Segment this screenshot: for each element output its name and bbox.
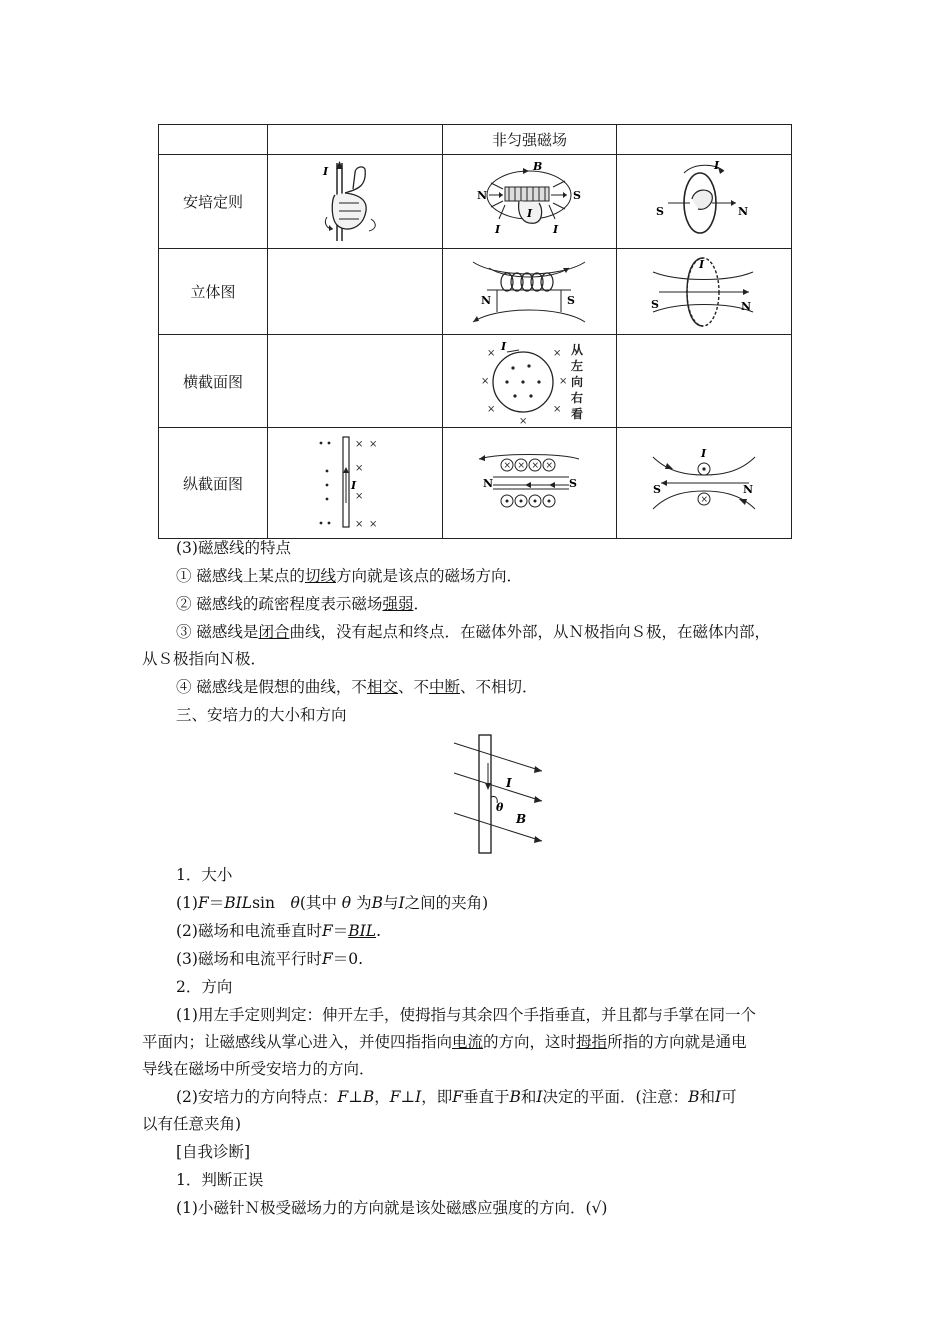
svg-text:N: N bbox=[477, 188, 488, 202]
var-i: I bbox=[415, 1088, 422, 1106]
svg-text:×: × bbox=[354, 491, 364, 502]
text: 可 bbox=[721, 1088, 737, 1106]
text: 、不相切． bbox=[459, 678, 538, 696]
text: 和 bbox=[699, 1088, 715, 1106]
svg-text:S: S bbox=[567, 293, 576, 307]
paragraph bbox=[176, 562, 522, 590]
svg-text:I: I bbox=[350, 479, 356, 492]
svg-text:S: S bbox=[573, 188, 582, 202]
svg-text:I: I bbox=[506, 776, 512, 790]
svg-text:×: × bbox=[487, 348, 496, 359]
magnetic-field-table bbox=[158, 124, 792, 539]
svg-text:×: × bbox=[487, 404, 496, 415]
text: ⊥ bbox=[348, 1088, 363, 1106]
var-i: I bbox=[714, 1088, 722, 1106]
svg-text:右: 右 bbox=[571, 391, 584, 405]
straight-wire-hand-figure bbox=[315, 159, 395, 245]
text: 曲线，没有起点和终点．在磁体外部，从Ｎ极指向Ｓ极，在磁体内部， bbox=[289, 623, 770, 641]
table-header-row bbox=[159, 125, 792, 155]
text: 方向就是该点的磁场方向． bbox=[335, 567, 522, 585]
text: 平面内；让磁感线从掌心进入，并使四指指向 bbox=[142, 1033, 453, 1051]
svg-text:I: I bbox=[322, 164, 328, 178]
svg-text:I: I bbox=[701, 447, 707, 460]
self-check-title: [自我诊断] bbox=[176, 1143, 251, 1161]
text: 垂直于 bbox=[462, 1088, 510, 1106]
text: ① 磁感线上某点的 bbox=[176, 567, 305, 585]
row-label: 安培定则 bbox=[159, 155, 268, 249]
underlined-answer: BIL bbox=[348, 922, 377, 940]
underlined-answer: 切线 bbox=[304, 567, 336, 585]
table-row bbox=[159, 155, 792, 249]
underlined-answer: 拇指 bbox=[576, 1033, 608, 1051]
solenoid-cross-section-cell bbox=[442, 335, 617, 428]
var-f: F bbox=[197, 894, 209, 912]
section-title: 三、安培力的大小和方向 bbox=[176, 706, 347, 724]
svg-text:S: S bbox=[569, 477, 578, 490]
svg-text:I: I bbox=[553, 222, 559, 236]
svg-text:看: 看 bbox=[571, 407, 584, 421]
header-cell bbox=[268, 125, 443, 155]
underlined-answer: 中断 bbox=[428, 678, 460, 696]
text: ＝0. bbox=[332, 950, 364, 968]
var-f: F bbox=[452, 1088, 463, 1106]
subsection-title: 1．大小 bbox=[176, 866, 233, 884]
header-cell bbox=[159, 125, 268, 155]
svg-text:×: × bbox=[531, 461, 540, 471]
text: (其中 bbox=[299, 894, 342, 912]
svg-text:B: B bbox=[516, 812, 527, 826]
svg-text:×: × bbox=[481, 376, 490, 387]
svg-text:向: 向 bbox=[571, 375, 584, 389]
header-nonuniform-field: 非匀强磁场 bbox=[442, 125, 617, 155]
svg-text:I: I bbox=[501, 340, 507, 353]
svg-text:×: × bbox=[553, 404, 562, 415]
svg-text:×: × bbox=[559, 376, 568, 387]
var-b: B bbox=[688, 1088, 700, 1106]
empty-cell bbox=[268, 249, 443, 335]
loop-3d-cell bbox=[617, 249, 792, 335]
subsection-title: 1．判断正误 bbox=[176, 1171, 264, 1189]
var-b: B bbox=[362, 1088, 375, 1106]
svg-text:×: × bbox=[354, 519, 364, 530]
svg-text:N: N bbox=[741, 299, 752, 313]
svg-text:N: N bbox=[481, 293, 492, 307]
loop-section-figure bbox=[649, 443, 759, 523]
var-i: I bbox=[398, 894, 405, 912]
svg-text:I: I bbox=[699, 257, 705, 271]
straight-wire-rule-cell bbox=[268, 155, 443, 249]
table-row bbox=[159, 335, 792, 428]
svg-text:从: 从 bbox=[571, 343, 584, 357]
loop-rule-cell bbox=[617, 155, 792, 249]
var-f: F bbox=[321, 922, 333, 940]
var-b: B bbox=[371, 894, 383, 912]
svg-text:I: I bbox=[495, 222, 501, 236]
var-f: F bbox=[337, 1088, 349, 1106]
paragraph-continuation: 从Ｓ极指向Ｎ极． bbox=[142, 650, 267, 668]
loop-hand-figure bbox=[654, 159, 754, 245]
straight-wire-section-cell bbox=[268, 428, 443, 539]
underlined-answer: 电流 bbox=[452, 1033, 484, 1051]
text: sin bbox=[252, 894, 291, 912]
text: (1) bbox=[176, 894, 198, 912]
underlined-answer: 相交 bbox=[366, 678, 398, 696]
solenoid-hand-figure bbox=[469, 159, 589, 245]
svg-text:S: S bbox=[651, 297, 660, 311]
text: ＝ bbox=[208, 894, 225, 912]
svg-text:B: B bbox=[533, 159, 543, 173]
var-i: I bbox=[536, 1088, 543, 1106]
svg-text:×: × bbox=[503, 461, 512, 471]
text: (2)磁场和电流垂直时 bbox=[176, 922, 322, 940]
text: 所指的方向就是通电 bbox=[607, 1033, 747, 1051]
solenoid-3d-figure bbox=[467, 252, 591, 332]
text: ． bbox=[413, 595, 429, 613]
paragraph bbox=[176, 590, 429, 618]
svg-text:×: × bbox=[519, 416, 528, 424]
paragraph-continuation: 导线在磁场中所受安培力的方向． bbox=[142, 1060, 375, 1078]
text: 和 bbox=[520, 1088, 537, 1106]
formula-line bbox=[176, 917, 381, 945]
solenoid-rule-cell bbox=[442, 155, 617, 249]
var-f: F bbox=[389, 1088, 401, 1106]
svg-text:×: × bbox=[354, 439, 364, 450]
straight-wire-section-figure bbox=[315, 433, 395, 533]
text: ⊥ bbox=[400, 1088, 416, 1106]
formula-line bbox=[176, 945, 363, 973]
row-label: 横截面图 bbox=[159, 335, 268, 428]
paragraph bbox=[176, 1083, 737, 1111]
var-b: B bbox=[509, 1088, 521, 1106]
text: 、不 bbox=[397, 678, 429, 696]
paragraph bbox=[176, 673, 538, 701]
section-3-title: (3)磁感线的特点 bbox=[176, 539, 291, 557]
text: ② 磁感线的疏密程度表示磁场 bbox=[176, 595, 383, 613]
solenoid-section-cell bbox=[442, 428, 617, 539]
svg-text:×: × bbox=[700, 495, 709, 505]
svg-text:×: × bbox=[354, 463, 364, 474]
text: 之间的夹角) bbox=[404, 894, 489, 912]
svg-text:S: S bbox=[656, 204, 665, 218]
header-cell bbox=[617, 125, 792, 155]
underlined-answer: 强弱 bbox=[382, 595, 414, 613]
text: ④ 磁感线是假想的曲线，不 bbox=[176, 678, 367, 696]
svg-text:S: S bbox=[653, 483, 662, 496]
svg-text:I: I bbox=[527, 206, 533, 220]
formula-line bbox=[176, 889, 488, 917]
text: 决定的平面．(注意： bbox=[542, 1088, 689, 1106]
var-f: F bbox=[321, 950, 333, 968]
text: 的方向，这时 bbox=[483, 1033, 577, 1051]
svg-text:N: N bbox=[483, 477, 494, 490]
paragraph-continuation: 以有任意夹角) bbox=[142, 1115, 242, 1133]
text: ，即 bbox=[421, 1088, 453, 1106]
text: 与 bbox=[382, 894, 399, 912]
underlined-answer: 闭合 bbox=[258, 623, 290, 641]
empty-cell bbox=[268, 335, 443, 428]
loop-section-cell bbox=[617, 428, 792, 539]
text: ③ 磁感线是 bbox=[176, 623, 259, 641]
solenoid-cross-section-figure bbox=[467, 338, 591, 424]
table-row bbox=[159, 249, 792, 335]
row-label: 纵截面图 bbox=[159, 428, 268, 539]
svg-text:×: × bbox=[368, 439, 378, 450]
table-row bbox=[159, 428, 792, 539]
true-false-item: (1)小磁针Ｎ极受磁场力的方向就是该处磁感应强度的方向．(√) bbox=[176, 1199, 608, 1217]
svg-text:N: N bbox=[743, 483, 754, 496]
text: (2)安培力的方向特点： bbox=[176, 1088, 338, 1106]
text: ＝ bbox=[332, 922, 349, 940]
text: . bbox=[376, 922, 381, 940]
paragraph: (1)用左手定则判定：伸开左手，使拇指与其余四个手指垂直，并且都与手掌在同一个 bbox=[176, 1006, 756, 1024]
text: ， bbox=[374, 1088, 390, 1106]
text: 为 bbox=[351, 894, 372, 912]
svg-text:×: × bbox=[553, 348, 562, 359]
svg-text:×: × bbox=[545, 461, 554, 471]
svg-text:×: × bbox=[368, 519, 378, 530]
row-label: 立体图 bbox=[159, 249, 268, 335]
text: (3)磁场和电流平行时 bbox=[176, 950, 322, 968]
paragraph bbox=[176, 618, 770, 646]
var-theta: θ bbox=[290, 894, 300, 912]
paragraph-continuation bbox=[142, 1028, 747, 1056]
svg-text:左: 左 bbox=[571, 359, 584, 373]
svg-text:θ: θ bbox=[496, 801, 504, 814]
empty-cell bbox=[617, 335, 792, 428]
svg-text:N: N bbox=[738, 204, 749, 218]
ampere-force-figure bbox=[450, 733, 550, 855]
solenoid-3d-cell bbox=[442, 249, 617, 335]
var-theta: θ bbox=[341, 894, 352, 912]
loop-3d-figure bbox=[649, 252, 759, 332]
var-bil: BIL bbox=[224, 894, 253, 912]
svg-text:I: I bbox=[714, 158, 720, 172]
subsection-title: 2．方向 bbox=[176, 978, 233, 996]
solenoid-section-figure bbox=[469, 443, 589, 523]
svg-text:×: × bbox=[517, 461, 526, 471]
